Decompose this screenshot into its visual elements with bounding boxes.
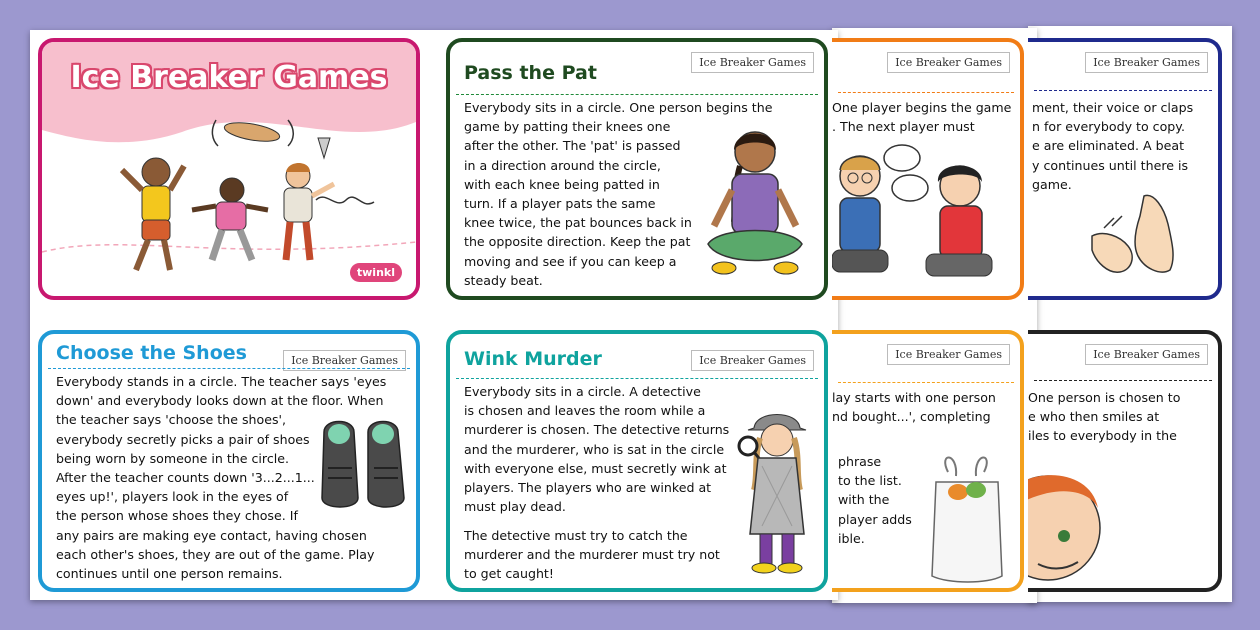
card-black[interactable] xyxy=(1028,330,1222,592)
body-line: murderer and the murderer must try not xyxy=(464,547,720,563)
shopping-bag-icon xyxy=(928,452,1008,592)
body-line: e who then smiles at xyxy=(1028,409,1160,425)
card-pass-the-pat[interactable] xyxy=(446,38,828,300)
twinkl-logo: twinkl xyxy=(350,263,402,282)
card-title: Wink Murder xyxy=(464,348,602,370)
card-tag: Ice Breaker Games xyxy=(691,52,814,73)
children-talking-icon xyxy=(832,142,1012,292)
smiling-face-icon xyxy=(1028,458,1118,592)
card-tag: Ice Breaker Games xyxy=(887,52,1010,73)
body-line: is chosen and leaves the room while a xyxy=(464,403,706,419)
body-line: with each knee being patted in xyxy=(464,176,660,192)
body-line: One player begins the game xyxy=(832,100,1012,115)
card-body xyxy=(464,526,720,584)
body-line: steady beat. xyxy=(464,272,543,288)
card-tag: Ice Breaker Games xyxy=(283,350,406,371)
body-line: Everybody stands in a circle. The teacher says 'eyes xyxy=(56,374,387,389)
shoes-icon xyxy=(318,416,408,512)
body-line: moving and see if you can keep a xyxy=(464,253,677,269)
detective-girl-icon xyxy=(732,406,822,582)
body-line: each other's shoes, they are out of the game. Play xyxy=(56,546,375,562)
card-navy[interactable] xyxy=(1028,38,1222,300)
card-body xyxy=(1032,98,1193,194)
title-divider xyxy=(456,94,818,95)
card-body xyxy=(832,388,996,426)
body-line: must play dead. xyxy=(464,499,566,515)
body-line: the teacher says 'choose the shoes', xyxy=(56,412,286,428)
title-divider xyxy=(1034,380,1212,381)
body-line: The detective must try to catch the xyxy=(464,528,688,543)
body-line: and the murderer, who is sat in the circle xyxy=(464,441,725,457)
body-line: e are eliminated. A beat xyxy=(1032,138,1185,154)
body-line: iles to everybody in the xyxy=(1028,428,1177,444)
body-line: Everybody sits in a circle. A detective xyxy=(464,384,701,399)
card-hero[interactable] xyxy=(38,38,420,300)
body-line: in a direction around the circle, xyxy=(464,157,661,173)
clapping-hands-icon xyxy=(1084,188,1194,278)
body-line: the opposite direction. Keep the pat xyxy=(464,234,691,250)
body-line: with everyone else, must secretly wink at xyxy=(464,460,727,476)
card-body xyxy=(832,98,1011,136)
card-tag: Ice Breaker Games xyxy=(887,344,1010,365)
body-line: being worn by someone in the circle. xyxy=(56,450,289,466)
body-line: to the list. xyxy=(838,473,902,489)
title-divider xyxy=(48,368,410,369)
card-body xyxy=(1028,388,1180,446)
body-line: player adds xyxy=(838,511,912,527)
body-line: phrase xyxy=(838,454,882,469)
title-divider xyxy=(1034,90,1212,91)
card-title: Choose the Shoes xyxy=(56,342,247,364)
card-tag: Ice Breaker Games xyxy=(1085,344,1208,365)
card-choose-the-shoes[interactable] xyxy=(38,330,420,592)
card-tag: Ice Breaker Games xyxy=(1085,52,1208,73)
body-line: turn. If a player pats the same xyxy=(464,196,656,212)
body-line: y continues until there is xyxy=(1032,157,1189,173)
body-line: Everybody sits in a circle. One person begins the xyxy=(464,100,773,115)
body-line: everybody secretly picks a pair of shoes xyxy=(56,431,310,447)
title-divider xyxy=(456,378,818,379)
body-line: game by patting their knees one xyxy=(464,119,671,135)
body-line: eyes up!', players look in the eyes of xyxy=(56,489,289,505)
card-tag: Ice Breaker Games xyxy=(691,350,814,371)
body-line: lay starts with one person xyxy=(832,390,996,405)
body-line: n for everybody to copy. xyxy=(1032,119,1185,135)
body-line: with the xyxy=(838,492,890,508)
body-line: ment, their voice or claps xyxy=(1032,100,1194,115)
body-line: After the teacher counts down '3...2...1... xyxy=(56,470,315,486)
body-line: to get caught! xyxy=(464,566,554,582)
body-line: ible. xyxy=(838,530,865,546)
body-line: . The next player must xyxy=(832,119,975,135)
card-title: Pass the Pat xyxy=(464,62,597,84)
body-line: One person is chosen to xyxy=(1028,390,1181,405)
body-line: murderer is chosen. The detective returns xyxy=(464,422,730,438)
card-amber[interactable] xyxy=(832,330,1024,592)
body-line: the person whose shoes they chose. If xyxy=(56,508,298,524)
body-line: nd bought...', completing xyxy=(832,409,991,425)
hero-title: Ice Breaker Games xyxy=(70,60,388,95)
card-body xyxy=(838,452,912,548)
title-divider xyxy=(838,382,1014,383)
body-line: down' and everybody looks down at the floor. When xyxy=(56,393,384,409)
card-body xyxy=(464,382,729,516)
body-line: knee twice, the pat bounces back in xyxy=(464,215,692,231)
body-line: any pairs are making eye contact, having chosen xyxy=(56,527,367,543)
title-divider xyxy=(838,92,1014,93)
body-line: after the other. The 'pat' is passed xyxy=(464,138,681,154)
body-line: game. xyxy=(1032,176,1072,192)
card-wink-murder[interactable] xyxy=(446,330,828,592)
card-orange[interactable] xyxy=(832,38,1024,300)
body-line: players. The players who are winked at xyxy=(464,480,712,496)
body-line: continues until one person remains. xyxy=(56,566,283,582)
sitting-girl-icon xyxy=(700,126,810,286)
